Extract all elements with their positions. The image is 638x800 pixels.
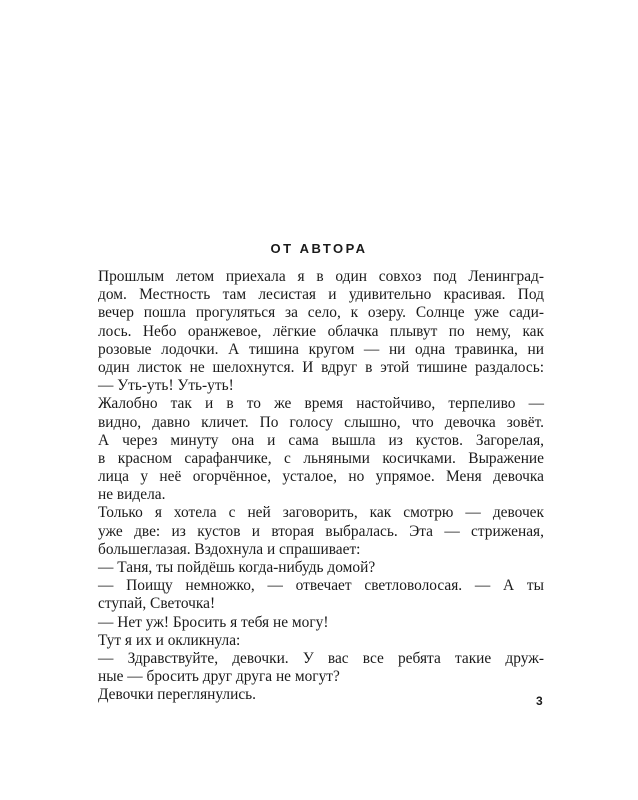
text-line: Только я хотела с ней заговорить, как смотрю — девочек: [98, 504, 544, 522]
text-line: — Таня, ты пойдёшь когда-нибудь домой?: [98, 559, 376, 576]
text-line: уже две: из кустов и вторая выбралась. Эта — стриженая,: [98, 522, 544, 540]
text-line: большеглазая. Вздохнула и спрашивает:: [98, 540, 361, 558]
text-line: А через минуту она и сама вышла из кустов. Загорелая,: [98, 431, 544, 449]
text-line: — Уть-уть! Уть-уть!: [98, 377, 234, 395]
text-line: в красном сарафанчике, с льняными косичками. Выражение: [98, 449, 544, 467]
text-line: — Здравствуйте, девочки. У вас все ребята такие друж-: [98, 649, 544, 667]
text-line: — Поищу немножко, — отвечает светловолосая. — А ты: [98, 577, 544, 595]
text-line: розовые лодочки. А тишина кругом — ни одна травинка, ни: [98, 340, 544, 358]
text-line: дом. Местность там лесистая и удивительно красивая. Под: [98, 286, 544, 304]
text-line: Девочки переглянулись.: [98, 686, 257, 704]
text-line: один листок не шелохнутся. И вдруг в этой тишине раздалось:: [98, 358, 544, 376]
text-line: Жалобно так и в то же время настойчиво, терпеливо —: [98, 395, 544, 413]
page-number: 3: [536, 694, 543, 708]
chapter-heading: ОТ АВТОРА: [270, 241, 368, 256]
text-line: лица у неё огорчённое, усталое, но упрямое. Меня девочка: [98, 468, 544, 486]
text-line: лось. Небо оранжевое, лёгкие облачка плывут по нему, как: [98, 322, 544, 340]
text-line: вечер пошла прогуляться за село, к озеру. Солнце уже сади-: [98, 304, 544, 322]
text-line: видно, давно кличет. По голосу слышно, что девочка зовёт.: [98, 413, 544, 431]
text-line: Тут я их и окликнула:: [98, 631, 241, 649]
text-line: ступай, Светочка!: [98, 595, 216, 613]
text-line: — Нет уж! Бросить я тебя не могу!: [98, 613, 329, 631]
body-text: [98, 268, 544, 705]
text-line: Прошлым летом приехала я в один совхоз под Ленинград-: [98, 268, 544, 285]
text-line: ные — бросить друг друга не могут?: [98, 668, 340, 686]
text-line: не видела.: [98, 486, 166, 504]
